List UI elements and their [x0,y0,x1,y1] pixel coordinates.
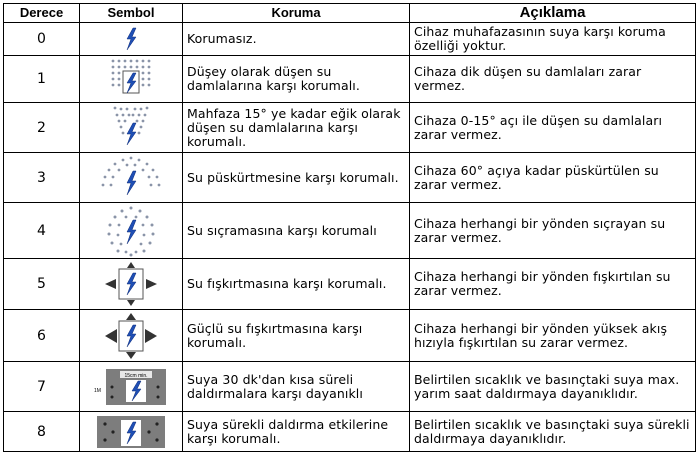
description-cell: Belirtilen sıcaklık ve basınçtaki suya sürekli daldırmaya dayanıklıdır. [410,412,696,452]
description-cell: Belirtilen sıcaklık ve basınçtaki suya max. yarım saat daldırmaya dayanıklıdır. [410,362,696,412]
degree-cell: 3 [4,153,80,203]
table-row [4,362,696,412]
submersion-icon [95,414,167,450]
header-protection: Koruma [183,4,410,23]
symbol-cell [80,153,183,203]
description-cell: Cihaza 0-15° açı ile düşen su damlaları zarar vermez. [410,103,696,153]
degree-cell: 8 [4,412,80,452]
degree-cell: 5 [4,259,80,310]
symbol-cell [80,23,183,56]
spray-icon [101,155,161,201]
protection-cell: Korumasız. [183,23,410,56]
table-row [4,259,696,310]
description-cell: Cihaz muhafazasının suya karşı koruma özelliği yoktur. [410,23,696,56]
water-jet-icon [104,261,158,307]
symbol-cell [80,362,183,412]
symbol-cell [80,56,183,103]
degree-cell: 0 [4,23,80,56]
lightning-bolt-icon [116,24,146,54]
ip-protection-table [3,3,696,452]
protection-cell: Su sıçramasına karşı korumalı [183,203,410,259]
header-description: Açıklama [410,4,696,23]
degree-cell: 7 [4,362,80,412]
protection-cell: Güçlü su fışkırtmasına karşı korumalı. [183,310,410,362]
description-cell: Cihaza herhangi bir yönden yüksek akış hızıyla fışkırtılan su zarar vermez. [410,310,696,362]
symbol-cell [80,203,183,259]
immersion-1m-label: 1M [94,387,101,394]
description-cell: Cihaza dik düşen su damlaları zarar vermez. [410,56,696,103]
degree-cell: 6 [4,310,80,362]
header-symbol: Sembol [80,4,183,23]
immersion-depth-label: 15cm min. [124,372,148,379]
table-row [4,153,696,203]
protection-cell: Su fışkırtmasına karşı korumalı. [183,259,410,310]
degree-cell: 2 [4,103,80,153]
vertical-drip-icon [109,58,153,100]
symbol-cell [80,259,183,310]
splash-icon [106,205,156,257]
table-row [4,103,696,153]
symbol-cell [80,412,183,452]
immersion-icon [92,367,170,407]
degree-cell: 1 [4,56,80,103]
header-degree: Derece [4,4,80,23]
protection-cell: Suya sürekli daldırma etkilerine karşı korumalı. [183,412,410,452]
header-row [4,4,696,23]
symbol-cell [80,310,183,362]
protection-cell: Düşey olarak düşen su damlalarına karşı korumalı. [183,56,410,103]
symbol-cell [80,103,183,153]
powerful-jet-icon [104,312,158,360]
table-row [4,412,696,452]
description-cell: Cihaza herhangi bir yönden sıçrayan su zarar vermez. [410,203,696,259]
degree-cell: 4 [4,203,80,259]
protection-cell: Suya 30 dk'dan kısa süreli daldırmalara karşı dayanıklı [183,362,410,412]
description-cell: Cihaza herhangi bir yönden fışkırtılan su zarar vermez. [410,259,696,310]
protection-cell: Su püskürtmesine karşı korumalı. [183,153,410,203]
table-row [4,310,696,362]
tilted-drip-icon [109,105,153,151]
protection-cell: Mahfaza 15° ye kadar eğik olarak düşen su damlalarına karşı korumalı. [183,103,410,153]
table-row [4,56,696,103]
table-row [4,23,696,56]
description-cell: Cihaza 60° açıya kadar püskürtülen su zarar vermez. [410,153,696,203]
table-row [4,203,696,259]
